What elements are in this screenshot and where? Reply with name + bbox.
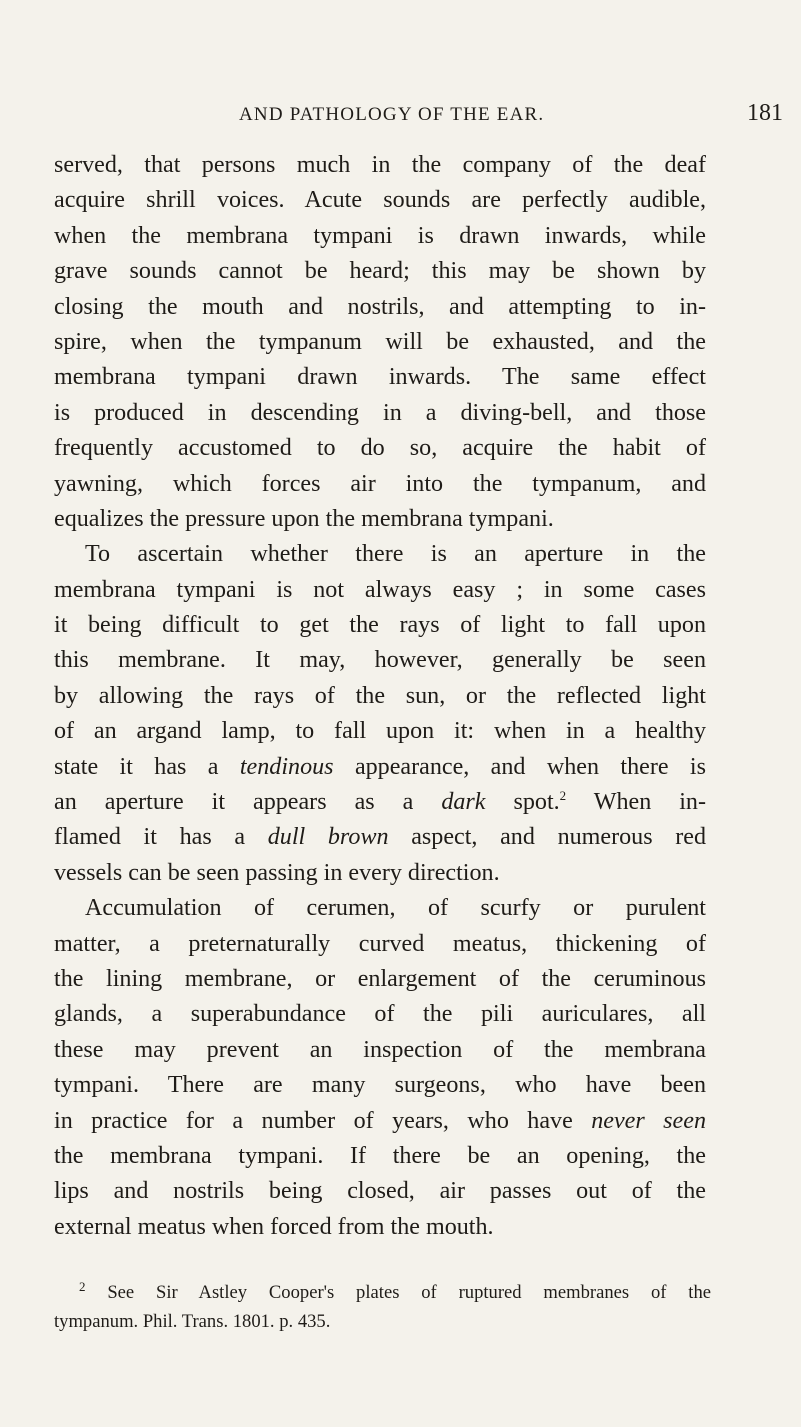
footnote-line xyxy=(54,1278,711,1307)
text-line: vessels can be seen passing in every direction. xyxy=(54,859,500,886)
text-line: Accumulation of cerumen, of scurfy or purulent xyxy=(85,895,706,922)
text-line xyxy=(54,785,706,820)
text-line: it being difficult to get the rays of light to fall upon xyxy=(54,612,706,639)
text-run: state it has a xyxy=(54,753,240,780)
text-line: membrana tympani drawn inwards. The same effect xyxy=(54,364,706,391)
text-line: external meatus when forced from the mouth. xyxy=(54,1213,494,1240)
text-line: matter, a preternaturally curved meatus, thickening of xyxy=(54,930,706,957)
text-line: yawning, which forces air into the tympanum, and xyxy=(54,470,706,497)
text-line: by allowing the rays of the sun, or the reflected light xyxy=(54,682,706,709)
text-line: the lining membrane, or enlargement of the ceruminous xyxy=(54,965,706,992)
text-line: membrana tympani is not always easy ; in some cases xyxy=(54,576,706,603)
text-line: this membrane. It may, however, generally be seen xyxy=(54,647,706,674)
page-number: 181 xyxy=(747,100,783,126)
text-run: an aperture it appears as a xyxy=(54,789,442,816)
footnote-line: tympanum. Phil. Trans. 1801. p. 435. xyxy=(54,1311,331,1332)
text-line: served, that persons much in the company of the deaf xyxy=(54,152,706,178)
text-run: spot. xyxy=(485,789,560,816)
text-line: these may prevent an inspection of the membrana xyxy=(54,1036,706,1063)
text-run: appearance, and when there is xyxy=(333,753,706,780)
text-line: when the membrana tympani is drawn inwards, while xyxy=(54,222,706,249)
text-line: To ascertain whether there is an aperture in the xyxy=(85,541,706,568)
body-text xyxy=(54,148,706,1245)
text-line xyxy=(54,820,706,855)
italic-term: dark xyxy=(441,789,486,816)
footnote-marker: 2 xyxy=(79,1278,86,1294)
text-line xyxy=(54,750,706,785)
text-line: closing the mouth and nostrils, and attempting to in- xyxy=(54,293,706,320)
italic-term: never seen xyxy=(591,1107,706,1134)
text-line: lips and nostrils being closed, air passes out of the xyxy=(54,1178,706,1205)
text-run: in practice for a number of years, who have xyxy=(54,1107,592,1134)
text-line: equalizes the pressure upon the membrana tympani. xyxy=(54,505,554,532)
text-run: flamed it has a xyxy=(54,824,268,851)
footnote-reference: 2 xyxy=(559,788,567,803)
footnote-text: See Sir Astley Cooper's plates of ruptured membranes of the xyxy=(85,1282,711,1303)
italic-term: dull brown xyxy=(267,824,389,851)
text-line xyxy=(54,1104,706,1139)
text-line: spire, when the tympanum will be exhausted, and the xyxy=(54,328,706,355)
text-run: When in- xyxy=(566,789,706,816)
text-line: of an argand lamp, to fall upon it: when in a healthy xyxy=(54,718,706,745)
text-line: grave sounds cannot be heard; this may be shown by xyxy=(54,258,706,285)
text-line: glands, a superabundance of the pili auriculares, all xyxy=(54,1001,706,1028)
text-line: tympani. There are many surgeons, who have been xyxy=(54,1072,706,1099)
text-run: aspect, and numerous red xyxy=(388,824,706,851)
italic-term: tendinous xyxy=(239,753,334,780)
running-head: AND PATHOLOGY OF THE EAR. xyxy=(239,104,545,125)
text-line: is produced in descending in a diving-bell, and those xyxy=(54,399,706,426)
page-header xyxy=(239,100,783,140)
text-line: frequently accustomed to do so, acquire the habit of xyxy=(54,435,706,462)
text-line: acquire shrill voices. Acute sounds are perfectly audible, xyxy=(54,187,706,214)
text-line: the membrana tympani. If there be an opening, the xyxy=(54,1142,706,1169)
footnote xyxy=(54,1278,711,1336)
